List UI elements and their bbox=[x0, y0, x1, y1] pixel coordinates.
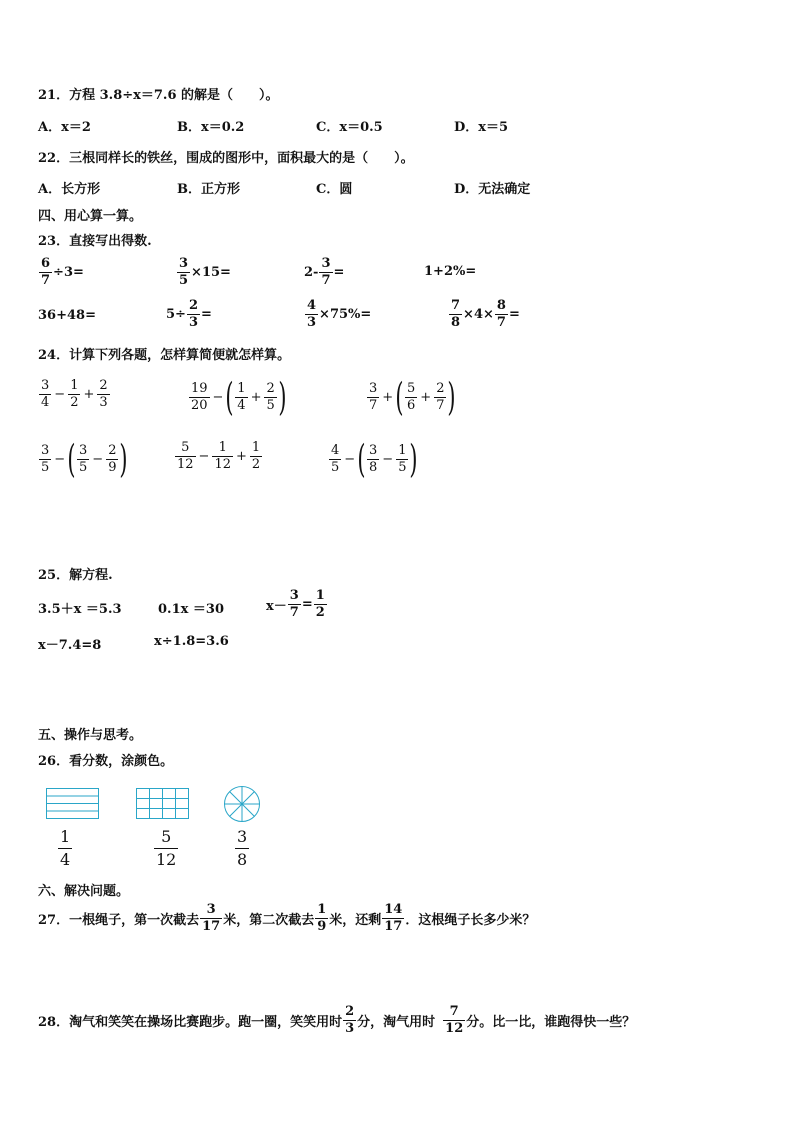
q23-item-8: $\frac{7}{8}$ ×4× $\frac{8}{7}$ = bbox=[451, 298, 520, 330]
q23-item-1: $\frac{6}{7}$ ÷3= bbox=[41, 256, 84, 288]
q24-expr-5: $\frac{5}{12}$ − $\frac{1}{12}$ + $\frac{1}{2}$ bbox=[177, 440, 261, 472]
q22-option-d[interactable]: D．无法确定 bbox=[454, 182, 531, 197]
q23-item-3: 2- $\frac{3}{7}$ = bbox=[304, 256, 345, 288]
q24-expr-6: $\frac{4}{5}$ − ( $\frac{3}{8}$ − $\frac{1}{5}$ ) bbox=[331, 437, 418, 481]
q23-stem: 23．直接写出得数. bbox=[38, 234, 152, 249]
q26-fraction-3: $\frac{3}{8}$ bbox=[237, 827, 248, 869]
q24-expr-3: $\frac{3}{7}$ + ( $\frac{5}{6}$ + $\frac{2}{7}$ ) bbox=[369, 375, 456, 419]
q26-fraction-2: $\frac{5}{12}$ bbox=[156, 827, 177, 869]
q25-eq-2: 0.1x ＝30 bbox=[158, 602, 224, 617]
q24-expr-1: $\frac{3}{4}$ − $\frac{1}{2}$ + $\frac{2}{3}$ bbox=[41, 378, 108, 410]
q23-item-5: 36+48= bbox=[38, 308, 96, 323]
q23-item-2: $\frac{3}{5}$ ×15= bbox=[179, 256, 231, 288]
q23-item-7: $\frac{4}{3}$ ×75%= bbox=[307, 298, 372, 330]
q22-stem: 22．三根同样长的铁丝，围成的图形中，面积最大的是（ ）。 bbox=[38, 151, 414, 166]
q26-fraction-1: $\frac{1}{4}$ bbox=[60, 827, 71, 869]
q27-question: 27．一根绳子，第一次截去 $\frac{3}{17}$ 米，第二次截去 $\frac{1}{9}$ 米，还剩 $\frac{14}{17}$ ．这根绳子长多少米？ bbox=[38, 902, 536, 934]
q21-option-c[interactable]: C．x＝0.5 bbox=[316, 120, 383, 135]
q25-eq-5: x÷1.8=3.6 bbox=[154, 634, 229, 649]
q26-stem: 26．看分数，涂颜色。 bbox=[38, 754, 174, 769]
q24-expr-2: $\frac{19}{20}$ − ( $\frac{1}{4}$ + $\frac{2}{5}$ ) bbox=[191, 375, 287, 419]
q24-expr-4: $\frac{3}{5}$ − ( $\frac{3}{5}$ − $\frac{2}{9}$ ) bbox=[41, 437, 128, 481]
q25-stem: 25．解方程. bbox=[38, 568, 113, 583]
q21-option-a[interactable]: A．x＝2 bbox=[38, 120, 91, 135]
q25-eq-1: 3.5＋x ＝5.3 bbox=[38, 602, 122, 617]
q21-option-b[interactable]: B．x＝0.2 bbox=[177, 120, 245, 135]
q22-option-c[interactable]: C．圆 bbox=[316, 182, 353, 197]
q22-option-b[interactable]: B．正方形 bbox=[177, 182, 240, 197]
rectangle-4-parts[interactable] bbox=[46, 788, 100, 820]
circle-8-parts[interactable] bbox=[223, 785, 261, 823]
q21-option-d[interactable]: D．x＝5 bbox=[454, 120, 509, 135]
q23-item-6: 5÷ $\frac{2}{3}$ = bbox=[166, 298, 212, 330]
section-5-heading: 五、操作与思考。 bbox=[38, 728, 143, 743]
q28-question: 28．淘气和笑笑在操场比赛跑步。跑一圈，笑笑用时 $\frac{2}{3}$ 分，淘气用时 $\frac{7}{12}$ 分。比一比，谁跑得快一些？ bbox=[38, 1004, 636, 1036]
q25-eq-4: x－7.4=8 bbox=[38, 638, 102, 653]
q23-item-4: 1+2%= bbox=[424, 264, 477, 279]
q25-eq-3: x－ $\frac{3}{7}$ = $\frac{1}{2}$ bbox=[266, 588, 325, 620]
q24-stem: 24．计算下列各题，怎样算简便就怎样算。 bbox=[38, 348, 291, 363]
section-4-heading: 四、用心算一算。 bbox=[38, 209, 143, 224]
section-6-heading: 六、解决问题。 bbox=[38, 884, 130, 899]
q21-stem: 21．方程 3.8÷x＝7.6 的解是（ ）。 bbox=[38, 88, 279, 103]
q22-option-a[interactable]: A．长方形 bbox=[38, 182, 101, 197]
rectangle-12-parts[interactable] bbox=[136, 788, 190, 820]
